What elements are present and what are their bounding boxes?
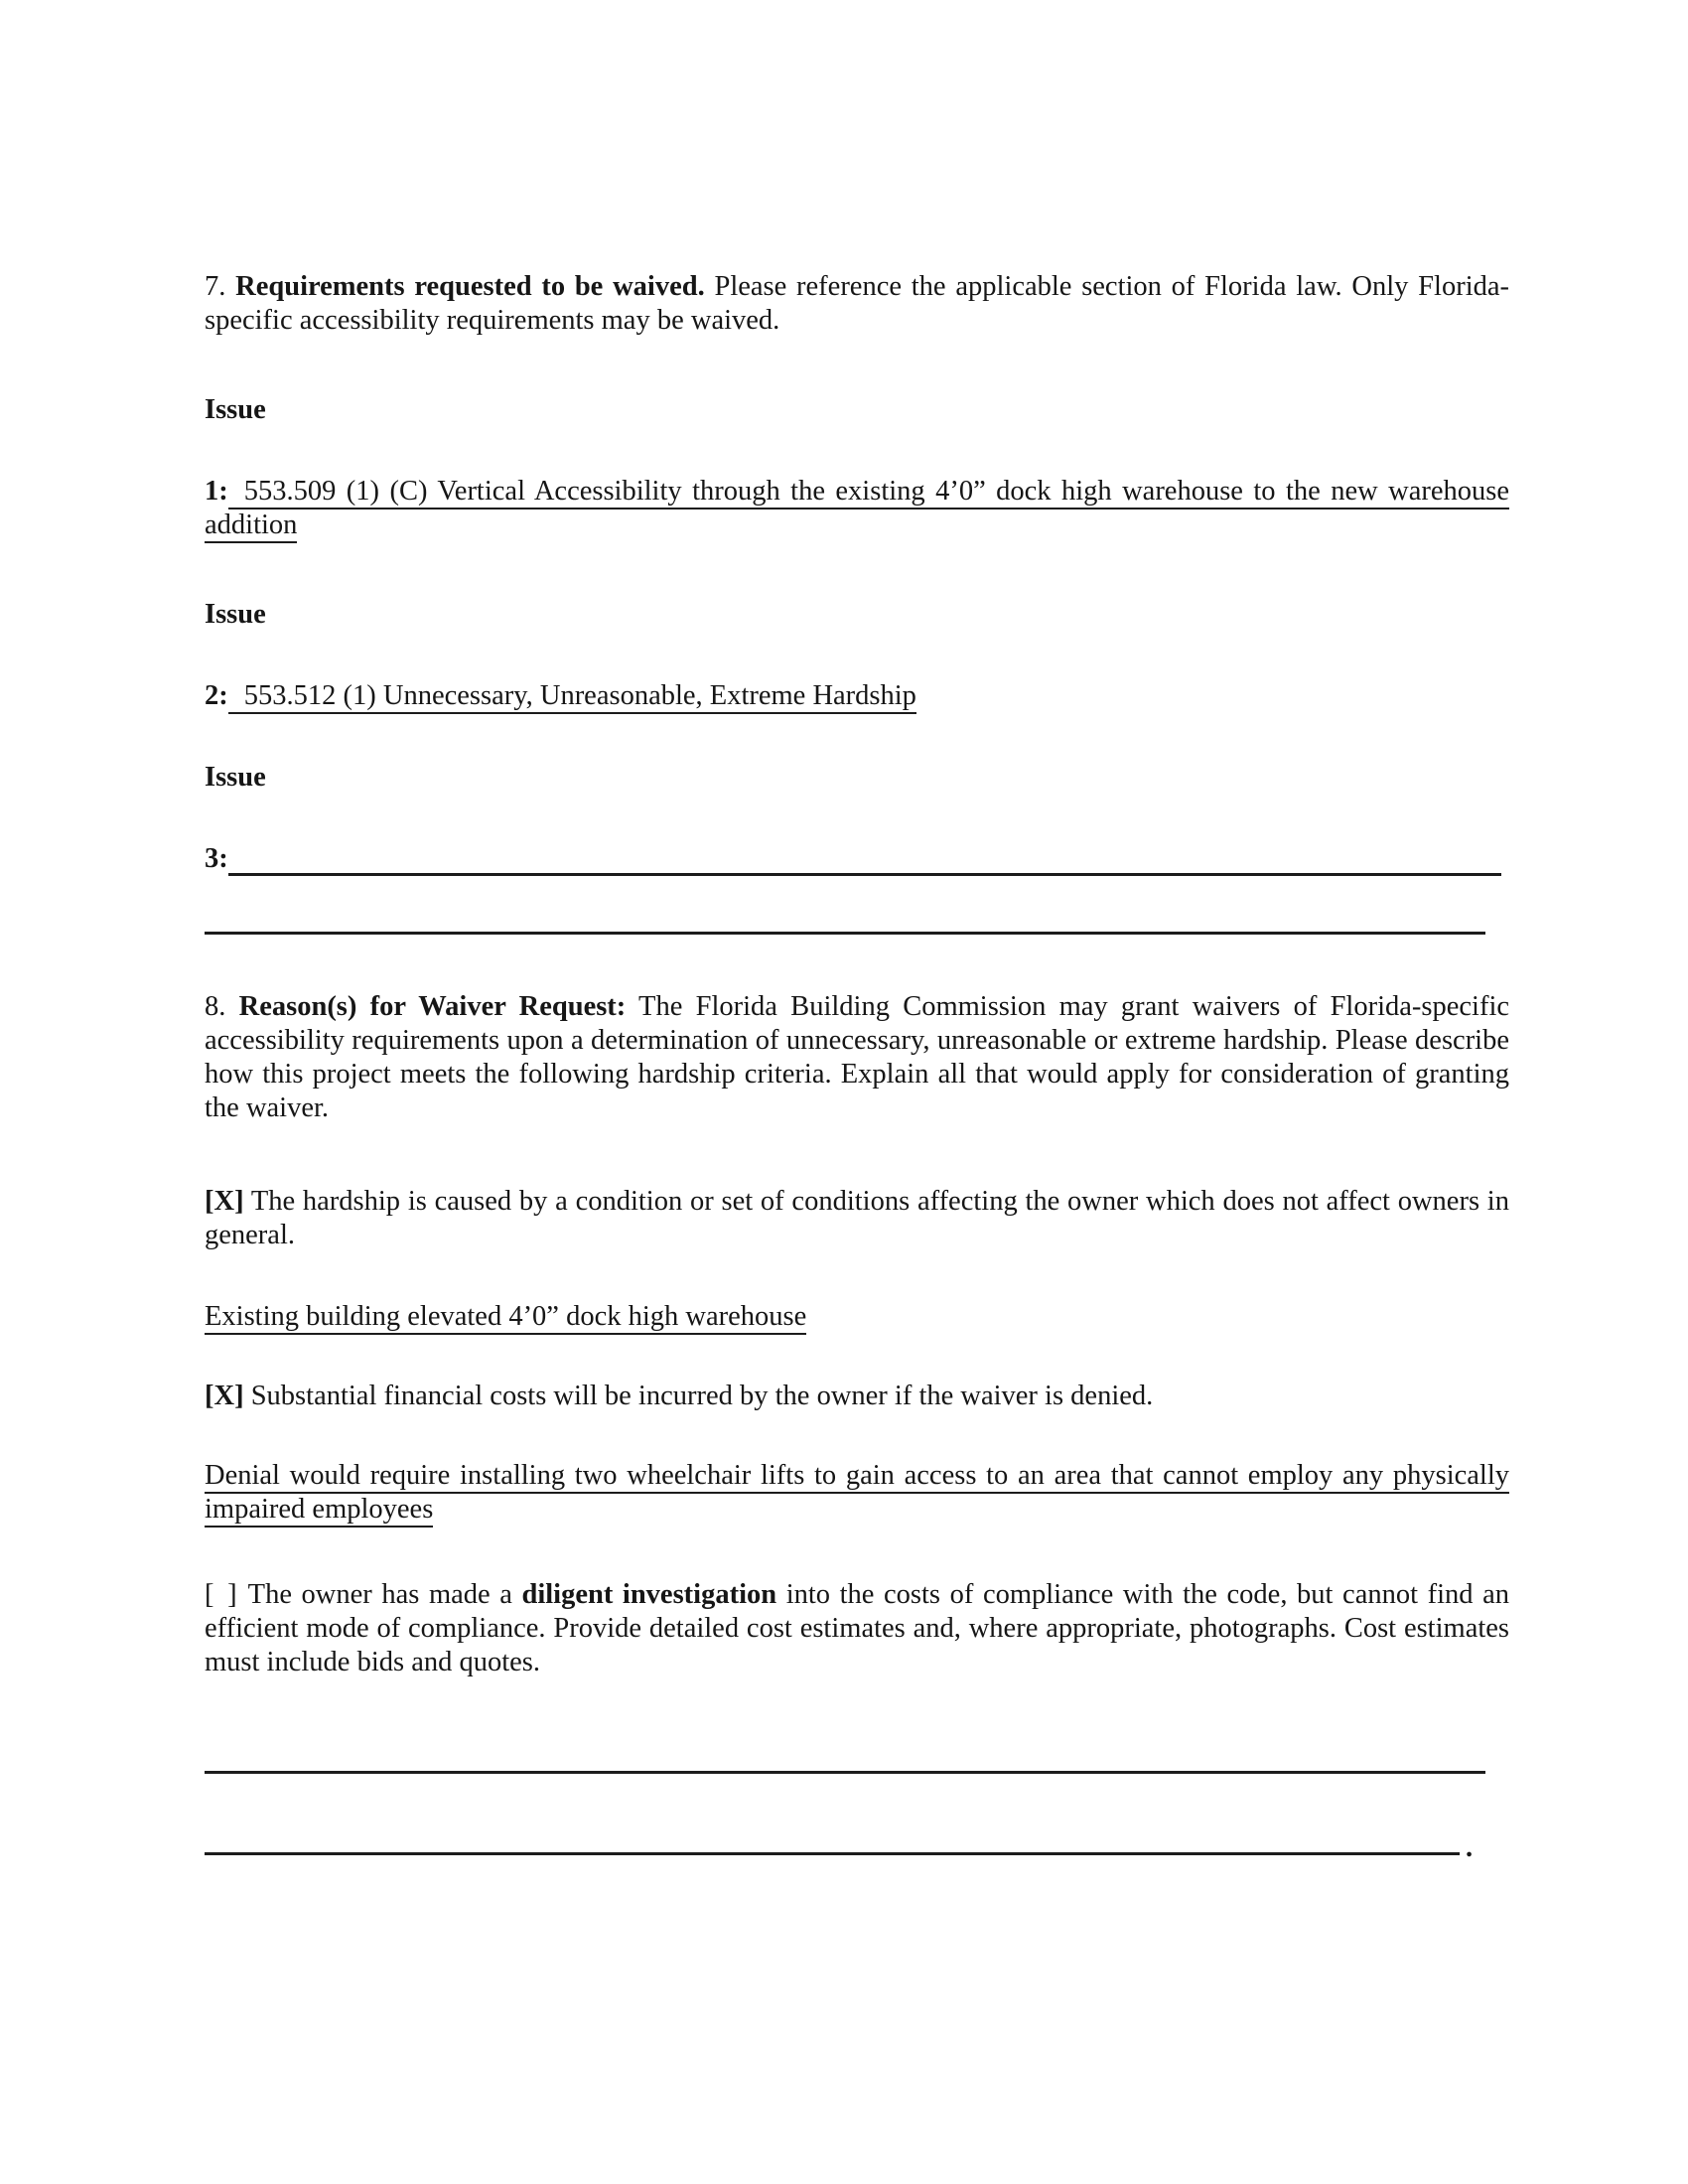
issue-2-value: 553.512 (1) Unnecessary, Unreasonable, Extreme Hardship	[228, 680, 916, 714]
section8-number: 8.	[205, 991, 226, 1022]
criterion-2-answer-text: Denial would require installing two wheelchair lifts to gain access to an area that cannot employ any physically impaired employees	[205, 1460, 1509, 1528]
criterion-3-text-bold: diligent investigation	[521, 1579, 777, 1610]
issue-3-blank-line	[228, 843, 1501, 876]
answer-blank-line-1	[205, 1771, 1485, 1774]
issue-1-value: 553.509 (1) (C) Vertical Accessibility through the existing 4’0” dock high warehouse to the new warehouse addition	[205, 476, 1509, 543]
blank-line-divider	[205, 932, 1485, 935]
section8-intro-text: The Florida Building Commission may grant waivers of Florida-specific accessibility requirements upon a determination of unnecessary, unreasonable or extreme hardship. Please describe how this project meets the following hardship criteria. Explain all that would apply for consideration of granting the waiver.	[205, 991, 1510, 1123]
trailing-period: .	[1466, 1832, 1474, 1863]
criterion-3	[205, 1578, 1509, 1679]
section8-heading: Reason(s) for Waiver Request:	[238, 991, 627, 1022]
criterion-1-answer	[205, 1300, 1509, 1334]
checkbox-unchecked-marker: [ ]	[205, 1579, 239, 1610]
section7-heading: Requirements requested to be waived.	[235, 271, 705, 302]
answer-blank-line-2-row	[205, 1832, 1509, 1863]
issue-2-number: 2:	[205, 680, 228, 711]
issue-label-1: Issue	[205, 394, 266, 425]
criterion-1-answer-text: Existing building elevated 4’0” dock high warehouse	[205, 1301, 806, 1335]
document-content	[205, 270, 1510, 1863]
criterion-1	[205, 1185, 1509, 1252]
criterion-2-text: Substantial financial costs will be incurred by the owner if the waiver is denied.	[250, 1381, 1154, 1411]
section7-intro-text: Please reference the applicable section of Florida law. Only Florida-specific accessibility requirements may be waived.	[205, 271, 1510, 336]
section7-intro-paragraph	[205, 270, 1509, 338]
checkbox-checked-marker-2: [X]	[205, 1381, 244, 1411]
answer-blank-line-2	[205, 1852, 1460, 1855]
checkbox-checked-marker-1: [X]	[205, 1186, 244, 1217]
section7-number: 7.	[205, 271, 226, 302]
issue-1-line	[205, 475, 1509, 542]
section8-intro-paragraph	[205, 990, 1509, 1125]
issue-2-line	[205, 679, 1509, 713]
issue-3-number: 3:	[205, 843, 228, 874]
issue-3-line	[205, 842, 1509, 876]
criterion-2-answer	[205, 1459, 1509, 1527]
criterion-3-text-before: The owner has made a	[247, 1579, 522, 1610]
issue-label-2: Issue	[205, 599, 266, 630]
issue-label-3: Issue	[205, 762, 266, 793]
criterion-1-text: The hardship is caused by a condition or set of conditions affecting the owner which does not affect owners in general.	[205, 1186, 1509, 1250]
issue-1-number: 1:	[205, 476, 228, 507]
criterion-2	[205, 1380, 1509, 1413]
criterion-3-text-after: into the costs of compliance with the code, but cannot find an efficient mode of compliance. Provide detailed cost estimates and, where appropriate, photographs. Cost estimates must include bids and quotes.	[205, 1579, 1510, 1677]
